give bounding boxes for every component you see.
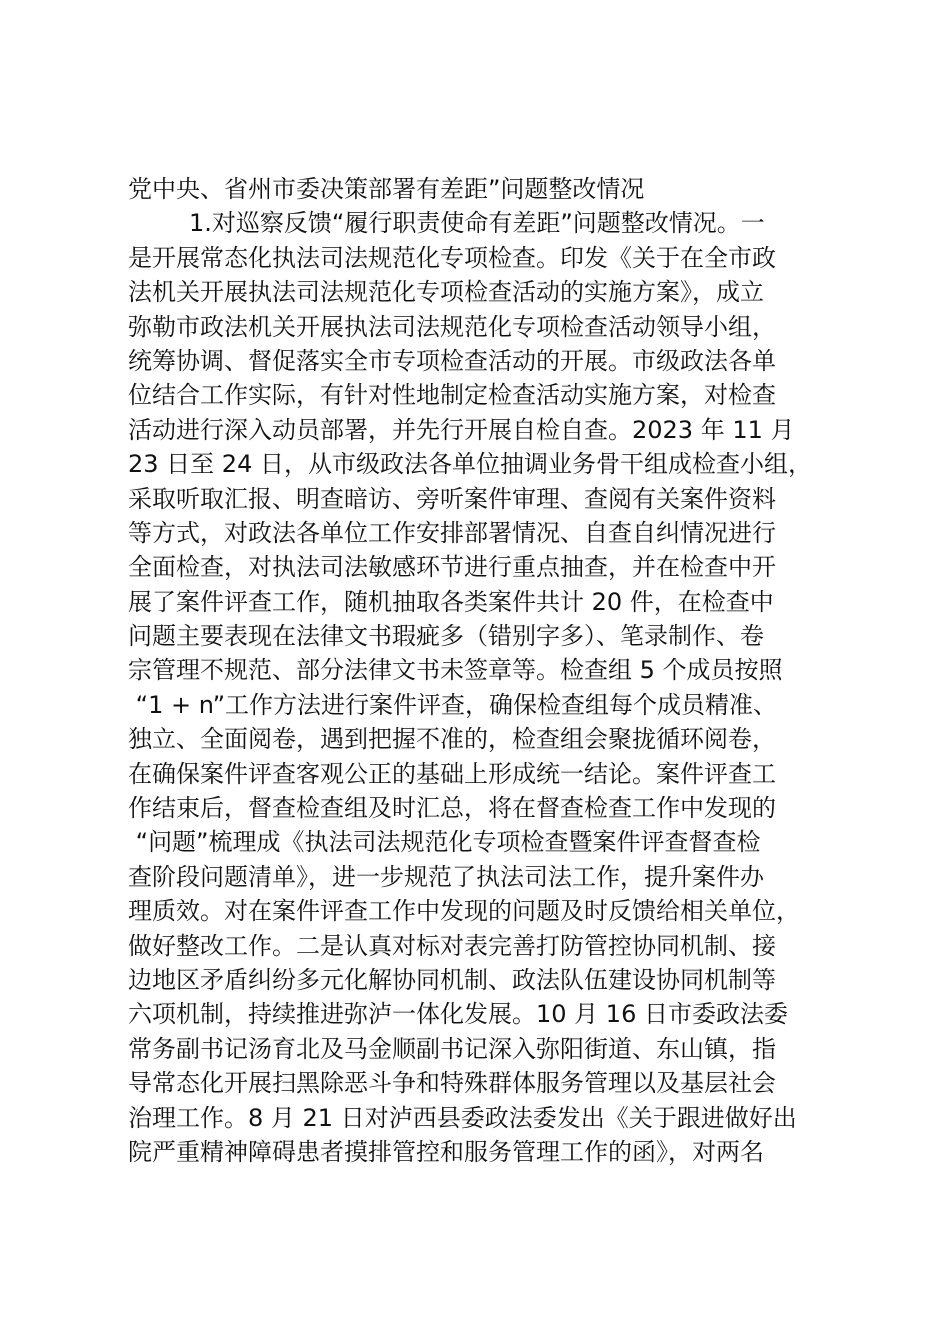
text-line: 党中央、省州市委决策部署有差距”问题整改情况 — [128, 175, 645, 203]
text-line: 位结合工作实际，有针对性地制定检查活动实施方案，对检查 — [128, 381, 776, 410]
text-line: 做好整改工作。二是认真对标对表完善打防管控协同机制、接 — [128, 931, 776, 960]
text-line: 理质效。对在案件评查工作中发现的问题及时反馈给相关单位， — [128, 897, 800, 926]
text-line: “问题”梳理成《执法司法规范化专项检查暨案件评查督查检 — [128, 828, 761, 857]
text-line: 展了案件评查工作，随机抽取各类案件共计 20 件，在检查中 — [128, 587, 774, 616]
text-line: 宗管理不规范、部分法律文书未签章等。检查组 5 个成员按照 — [128, 656, 783, 685]
text-line: 常务副书记汤育北及马金顺副书记深入弥阳街道、东山镇，指 — [128, 1034, 776, 1063]
text-line: 独立、全面阅卷，遇到把握不准的，检查组会聚拢循环阅卷， — [128, 725, 776, 754]
text-line: 等方式，对政法各单位工作安排部署情况、自查自纠情况进行 — [128, 518, 776, 547]
text-line: 边地区矛盾纠纷多元化解协同机制、政法队伍建设协同机制等 — [128, 965, 776, 994]
text-line: 六项机制，持续推进弥泸一体化发展。10 月 16 日市委政法委 — [128, 1000, 788, 1029]
text-line: 采取听取汇报、明查暗访、旁听案件审理、查阅有关案件资料 — [128, 484, 776, 513]
text-line: “1 + n”工作方法进行案件评查，确保检查组每个成员精准、 — [128, 690, 778, 719]
text-line: 统筹协调、督促落实全市专项检查活动的开展。市级政法各单 — [128, 346, 776, 375]
text-line: 1.对巡察反馈“履行职责使命有差距”问题整改情况。一 — [128, 209, 765, 238]
text-line: 院严重精神障碍患者摸排管控和服务管理工作的函》，对两名 — [128, 1137, 764, 1166]
text-line: 作结束后，督查检查组及时汇总，将在督查检查工作中发现的 — [128, 794, 776, 823]
text-line: 法机关开展执法司法规范化专项检查活动的实施方案》，成立 — [128, 278, 764, 307]
text-line: 查阶段问题清单》，进一步规范了执法司法工作，提升案件办 — [128, 862, 764, 891]
text-line: 导常态化开展扫黑除恶斗争和特殊群体服务管理以及基层社会 — [128, 1069, 776, 1098]
text-line: 是开展常态化执法司法规范化专项检查。印发《关于在全市政 — [128, 243, 776, 272]
text-line: 23 日至 24 日，从市级政法各单位抽调业务骨干组成检查小组， — [128, 450, 812, 479]
text-line: 问题主要表现在法律文书瑕疵多（错别字多）、笔录制作、卷 — [128, 622, 764, 651]
text-line: 全面检查，对执法司法敏感环节进行重点抽查，并在检查中开 — [128, 553, 776, 582]
text-line: 在确保案件评查客观公正的基础上形成统一结论。案件评查工 — [128, 759, 776, 788]
text-line: 弥勒市政法机关开展执法司法规范化专项检查活动领导小组， — [128, 312, 776, 341]
text-line: 活动进行深入动员部署，并先行开展自检自查。2023 年 11 月 — [128, 415, 795, 444]
document-body — [128, 172, 848, 1169]
text-line: 治理工作。8 月 21 日对泸西县委政法委发出《关于跟进做好出 — [128, 1103, 797, 1132]
